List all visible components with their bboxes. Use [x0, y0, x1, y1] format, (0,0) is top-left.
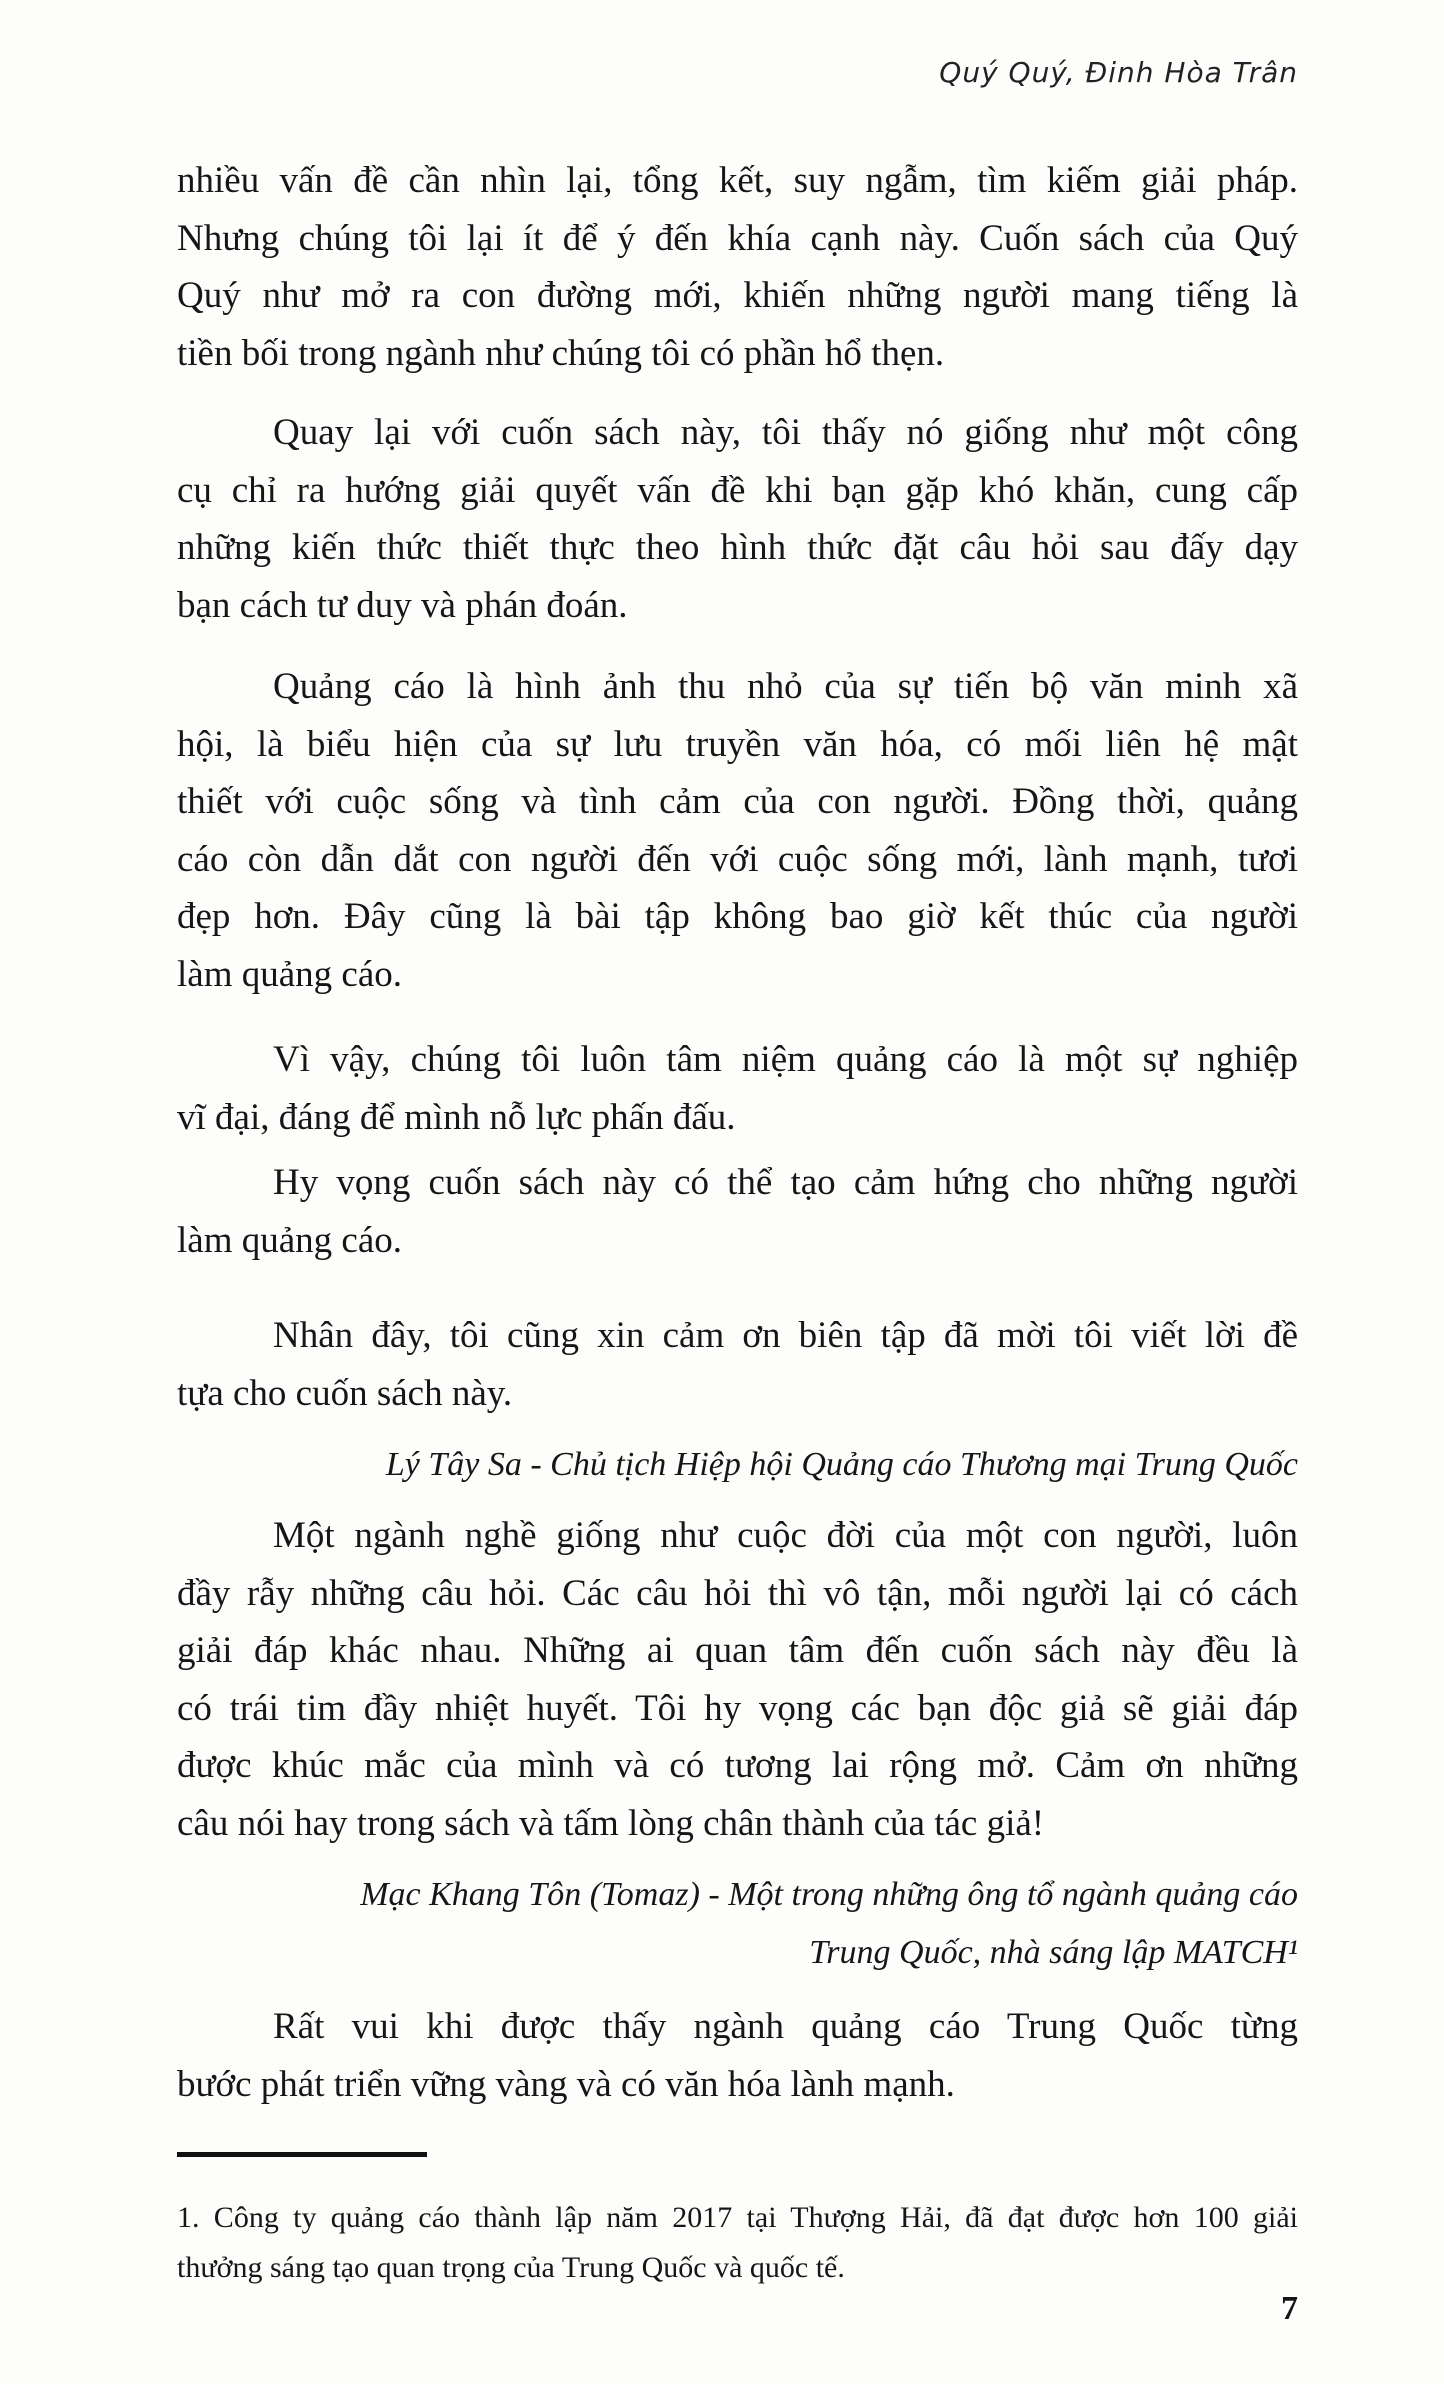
- paragraph: [177, 1998, 1298, 2113]
- paragraph: [177, 152, 1298, 382]
- text-line: hội, là biểu hiện của sự lưu truyền văn hóa, có mối liên hệ mật: [177, 723, 1298, 765]
- footnote: [177, 2193, 1298, 2293]
- text-line: Nhưng chúng tôi lại ít để ý đến khía cạnh này. Cuốn sách của Quý: [177, 217, 1298, 259]
- text-line: có trái tim đầy nhiệt huyết. Tôi hy vọng các bạn độc giả sẽ giải đáp: [177, 1687, 1298, 1729]
- text-line: Mạc Khang Tôn (Tomaz) - Một trong những ông tổ ngành quảng cáo: [360, 1876, 1298, 1913]
- paragraph: [177, 1154, 1298, 1269]
- text-line: làm quảng cáo.: [177, 953, 402, 995]
- text-line: Lý Tây Sa - Chủ tịch Hiệp hội Quảng cáo Thương mại Trung Quốc: [385, 1446, 1298, 1483]
- paragraph: [177, 1507, 1298, 1852]
- text-line: vĩ đại, đáng để mình nỗ lực phấn đấu.: [177, 1096, 736, 1138]
- text-line: Quý như mở ra con đường mới, khiến những người mang tiếng là: [177, 275, 1298, 316]
- signature-line: [177, 1866, 1298, 1981]
- footnote-line: 1. Công ty quảng cáo thành lập năm 2017 tại Thượng Hải, đã đạt được hơn 100 giải: [177, 2201, 1298, 2234]
- text-line: Vì vậy, chúng tôi luôn tâm niệm quảng cáo là một sự nghiệp: [273, 1039, 1298, 1080]
- signature-line: [177, 1436, 1298, 1494]
- text-line: tựa cho cuốn sách này.: [177, 1372, 513, 1414]
- text-line: Quay lại với cuốn sách này, tôi thấy nó giống như một công: [273, 412, 1298, 453]
- running-header: Quý Quý, Đinh Hòa Trân: [939, 56, 1298, 89]
- text-line: đẹp hơn. Đây cũng là bài tập không bao giờ kết thúc của người: [177, 896, 1298, 937]
- text-line: cụ chỉ ra hướng giải quyết vấn đề khi bạn gặp khó khăn, cung cấp: [177, 469, 1298, 511]
- text-line: nhiều vấn đề cần nhìn lại, tổng kết, suy ngẫm, tìm kiếm giải pháp.: [177, 160, 1298, 201]
- text-line: Trung Quốc, nhà sáng lập MATCH¹: [809, 1933, 1298, 1971]
- text-line: những kiến thức thiết thực theo hình thức đặt câu hỏi sau đấy dạy: [177, 527, 1298, 568]
- text-line: câu nói hay trong sách và tấm lòng chân thành của tác giả!: [177, 1802, 1045, 1844]
- page-number: 7: [1281, 2290, 1298, 2327]
- text-line: Nhân đây, tôi cũng xin cảm ơn biên tập đã mời tôi viết lời đề: [273, 1315, 1298, 1356]
- text-line: bước phát triển vững vàng và có văn hóa lành mạnh.: [177, 2063, 955, 2105]
- text-line: tiền bối trong ngành như chúng tôi có phần hổ thẹn.: [177, 332, 945, 374]
- text-line: Một ngành nghề giống như cuộc đời của một con người, luôn: [273, 1515, 1298, 1556]
- footnote-divider: [177, 2152, 427, 2157]
- paragraph: [177, 404, 1298, 634]
- text-line: bạn cách tư duy và phán đoán.: [177, 584, 628, 626]
- footnote-line: thưởng sáng tạo quan trọng của Trung Quốc và quốc tế.: [177, 2251, 845, 2284]
- text-line: cáo còn dẫn dắt con người đến với cuộc sống mới, lành mạnh, tươi: [177, 838, 1298, 880]
- text-line: Hy vọng cuốn sách này có thể tạo cảm hứng cho những người: [273, 1162, 1298, 1203]
- text-line: đầy rẫy những câu hỏi. Các câu hỏi thì vô tận, mỗi người lại có cách: [177, 1572, 1298, 1614]
- text-line: được khúc mắc của mình và có tương lai rộng mở. Cảm ơn những: [177, 1745, 1298, 1786]
- text-line: làm quảng cáo.: [177, 1219, 402, 1261]
- text-line: Quảng cáo là hình ảnh thu nhỏ của sự tiến bộ văn minh xã: [273, 666, 1298, 707]
- text-line: thiết với cuộc sống và tình cảm của con người. Đồng thời, quảng: [177, 781, 1298, 822]
- paragraph: [177, 1307, 1298, 1422]
- paragraph: [177, 1031, 1298, 1146]
- text-line: Rất vui khi được thấy ngành quảng cáo Trung Quốc từng: [273, 2006, 1298, 2047]
- paragraph: [177, 658, 1298, 1003]
- text-line: giải đáp khác nhau. Những ai quan tâm đến cuốn sách này đều là: [177, 1630, 1298, 1671]
